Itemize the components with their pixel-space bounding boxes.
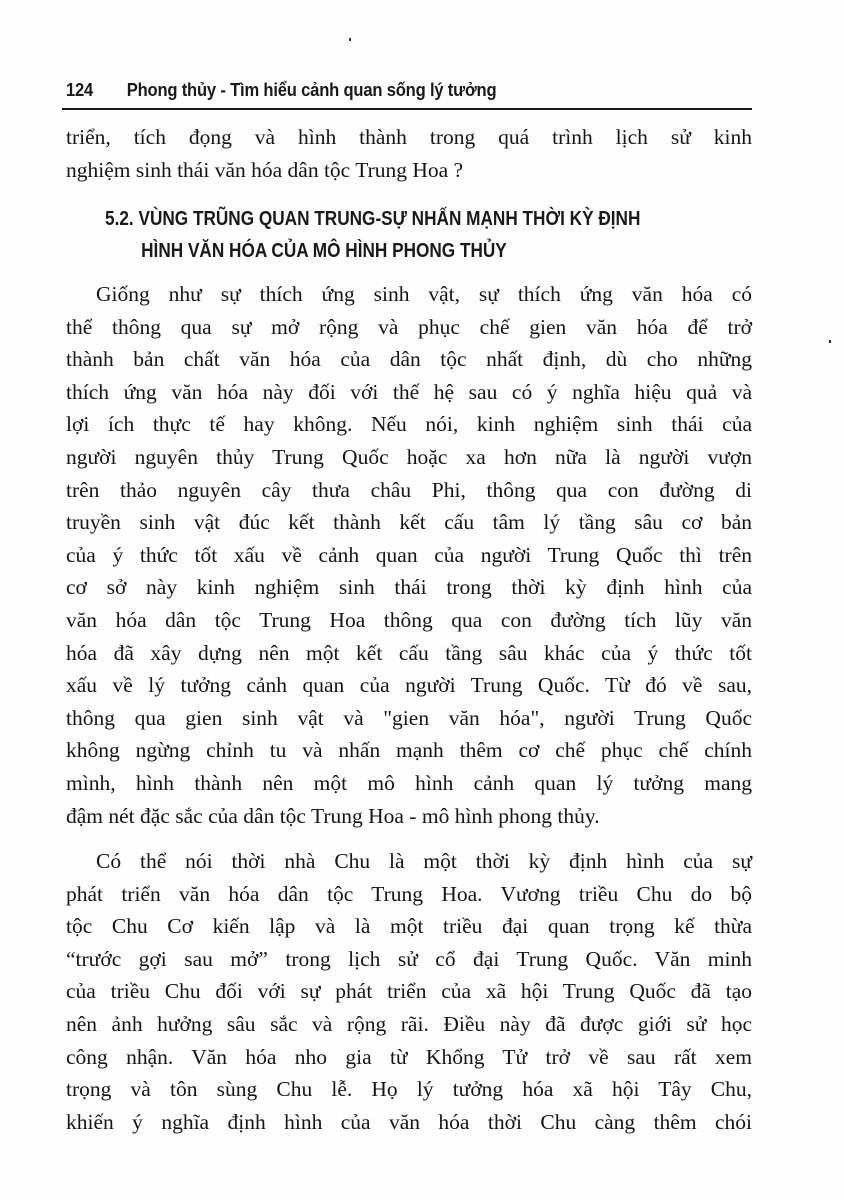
- text-line: nên ảnh hưởng sâu sắc và rộng rãi. Điều này đã được giới sử học: [66, 1011, 752, 1036]
- text-line: thành bản chất văn hóa của dân tộc nhất định, dù cho những: [66, 347, 752, 372]
- text-line: Có thể nói thời nhà Chu là một thời kỳ định hình của sự: [96, 849, 752, 873]
- scan-speck: [829, 340, 831, 343]
- text-line: văn hóa dân tộc Trung Hoa thông qua con đường tích lũy văn: [66, 607, 752, 632]
- text-line: nghiệm sinh thái văn hóa dân tộc Trung Hoa ?: [66, 157, 464, 182]
- text-line: trên thảo nguyên cây thưa châu Phi, thông qua con đường di: [66, 477, 752, 502]
- section-heading-line-1: 5.2. VÙNG TRŨNG QUAN TRUNG-SỰ NHẤN MẠNH THỜI KỲ ĐỊNH: [105, 208, 641, 230]
- text-line: của ý thức tốt xấu về cảnh quan của người Trung Quốc thì trên: [66, 542, 752, 567]
- text-line: khiến ý nghĩa định hình của văn hóa thời Chu càng thêm chói: [66, 1109, 752, 1134]
- text-line: đậm nét đặc sắc của dân tộc Trung Hoa - mô hình phong thủy.: [66, 803, 600, 828]
- text-line: lợi ích thực tế hay không. Nếu nói, kinh nghiệm sinh thái của: [66, 412, 752, 437]
- running-header: [66, 80, 699, 106]
- text-line: người nguyên thủy Trung Quốc hoặc xa hơn nữa là người vượn: [66, 444, 752, 469]
- text-line: truyền sinh vật đúc kết thành kết cấu tâm lý tầng sâu cơ bản: [66, 510, 752, 535]
- text-line: Giống như sự thích ứng sinh vật, sự thích ứng văn hóa có: [96, 282, 752, 306]
- section-heading-line-2: HÌNH VĂN HÓA CỦA MÔ HÌNH PHONG THỦY: [141, 240, 507, 262]
- text-line: xấu về lý tưởng cảnh quan của người Trung Quốc. Từ đó về sau,: [66, 673, 752, 698]
- continuation-text: [66, 121, 752, 186]
- text-line: trọng và tôn sùng Chu lễ. Họ lý tưởng hóa xã hội Tây Chu,: [66, 1077, 752, 1102]
- text-line: mình, hình thành nên một mô hình cảnh quan lý tưởng mang: [66, 770, 752, 795]
- text-line: tộc Chu Cơ kiến lập và là một triều đại quan trọng kế thừa: [66, 914, 752, 939]
- text-line: triển, tích đọng và hình thành trong quá trình lịch sử kinh: [66, 125, 752, 149]
- text-line: thông qua gien sinh vật và "gien văn hóa", người Trung Quốc: [66, 705, 752, 730]
- running-title: Phong thủy - Tìm hiểu cảnh quan sống lý tưởng: [126, 80, 497, 100]
- page-number: 124: [66, 80, 94, 100]
- text-line: thể thông qua sự mở rộng và phục chế gien văn hóa để trở: [66, 314, 752, 339]
- text-line: thích ứng văn hóa này đối với thế hệ sau có ý nghĩa hiệu quả và: [66, 379, 752, 404]
- scan-speck: [349, 38, 351, 41]
- section-heading: [105, 203, 664, 267]
- text-line: hóa đã xây dựng nên một kết cấu tầng sâu khác của ý thức tốt: [66, 640, 752, 665]
- paragraph-2: [66, 845, 752, 1138]
- text-line: của triều Chu đối với sự phát triển của xã hội Trung Quốc đã tạo: [66, 979, 752, 1004]
- text-line: công nhận. Văn hóa nho gia từ Khổng Tử trở về sau rất xem: [66, 1044, 752, 1069]
- text-line: không ngừng chỉnh tu và nhấn mạnh thêm cơ chế phục chế chính: [66, 738, 752, 763]
- text-line: phát triển văn hóa dân tộc Trung Hoa. Vương triều Chu do bộ: [66, 881, 752, 906]
- text-line: cơ sở này kinh nghiệm sinh thái trong thời kỳ định hình của: [66, 575, 752, 600]
- text-line: “trước gợi sau mở” trong lịch sử cổ đại Trung Quốc. Văn minh: [66, 946, 752, 971]
- paragraph-1: [66, 278, 752, 832]
- header-rule: [62, 108, 752, 110]
